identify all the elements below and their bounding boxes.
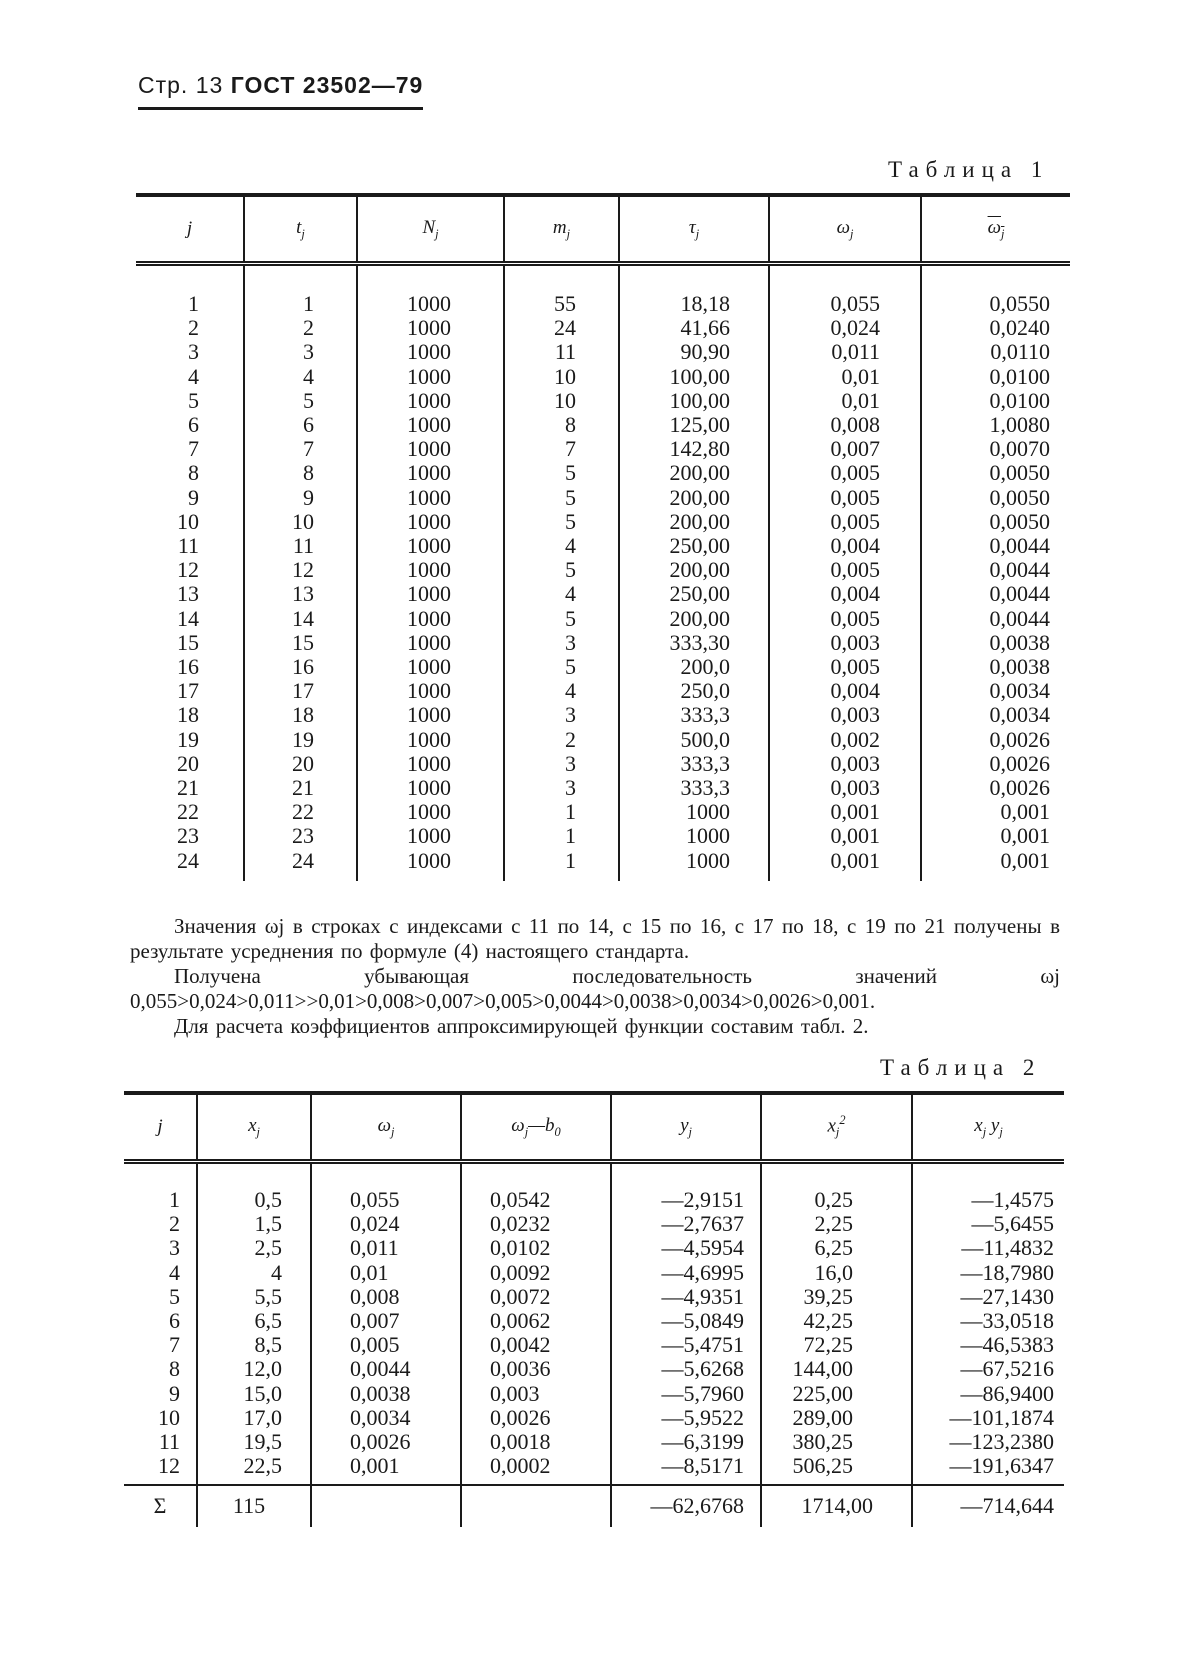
- table-1: [136, 193, 1070, 881]
- table1-header-tau: $\tau_j$: [619, 195, 769, 264]
- table1-col-j: 1 2 3 4 5 6 7 8 9 10 11 12 13 14 15 16 17 18 19 20 21 22 23 24: [177, 291, 199, 873]
- page-header: [138, 72, 423, 110]
- sum-y: —62,6768: [611, 1485, 761, 1526]
- table1-header-row: [136, 195, 1070, 264]
- table2-caption: Таблица 2: [880, 1055, 1042, 1080]
- table1-col-omega: 0,055 0,024 0,011 0,01 0,01 0,008 0,007 0,005 0,005 0,005 0,004 0,005 0,004 0,005 0,003 0,005 0,004 0,003 0,002 0,003 0,003 0,001 0,001 0,001: [769, 264, 921, 881]
- table2-col-j: 1 2 3 4 5 6 7 8 9 10 11 12: [158, 1187, 180, 1479]
- table1-header-m: $m_j$: [504, 195, 619, 264]
- table2-data-row: [124, 1162, 1064, 1486]
- standard-number: ГОСТ 23502—79: [230, 72, 424, 98]
- table2-header-omega: $\omega_j$: [311, 1093, 461, 1162]
- table1-header-omega-bar: $\omega_j$: [921, 195, 1070, 264]
- table1-caption: Таблица 1: [888, 157, 1050, 182]
- paragraph-text: [130, 914, 1060, 1039]
- sum-x2: 1714,00: [761, 1485, 912, 1526]
- sum-x: 115: [197, 1485, 311, 1526]
- table1-col-omega-bar: 0,0550 0,0240 0,0110 0,0100 0,0100 1,0080 0,0070 0,0050 0,0050 0,0050 0,0044 0,0044 0,0044 0,0044 0,0038 0,0038 0,0034 0,0034 0,0026 0,0026 0,0026 0,001 0,001 0,001: [921, 264, 1070, 881]
- sum-omega-b0-empty: [461, 1485, 611, 1526]
- table1-col-m: 55 24 11 10 10 8 7 5 5 5 4 5 4 5 3 5 4 3 2 3 3 1 1 1: [504, 264, 619, 881]
- table2-header-row: [124, 1093, 1064, 1162]
- table2-col-y: —2,9151 —2,7637 —4,5954 —4,6995 —4,9351 —5,0849 —5,4751 —5,6268 —5,7960 —5,9522 —6,3199 —8,5171: [611, 1162, 761, 1486]
- table2-col-omega-b0: 0,0542 0,0232 0,0102 0,0092 0,0072 0,0062 0,0042 0,0036 0,003 0,0026 0,0018 0,0002: [461, 1162, 611, 1486]
- sum-omega-empty: [311, 1485, 461, 1526]
- table-2: [124, 1091, 1064, 1527]
- table2-sum-row: [124, 1485, 1064, 1526]
- table2-header-xy: $x_j$ $y_j$: [912, 1093, 1064, 1162]
- table2-col-xy: —1,4575 —5,6455 —11,4832 —18,7980 —27,1430 —33,0518 —46,5383 —67,5216 —86,9400 —101,1874 —123,2380 —191,6347: [912, 1162, 1064, 1486]
- table2-header-x2: $x_j^2$: [761, 1093, 912, 1162]
- table1-header-omega: $\omega_j$: [769, 195, 921, 264]
- table1-col-n: 1000 1000 1000 1000 1000 1000 1000 1000 1000 1000 1000 1000 1000 1000 1000 1000 1000 1000 1000 1000 1000 1000 1000 1000: [357, 264, 504, 881]
- table1-header-t: $t_j$: [244, 195, 357, 264]
- sum-xy: —714,644: [912, 1485, 1064, 1526]
- table1-data-row: [136, 264, 1070, 881]
- table2-header-y: $y_j$: [611, 1093, 761, 1162]
- table1-header-j: j: [186, 218, 193, 239]
- table2-header-x: $x_j$: [197, 1093, 311, 1162]
- table2-header-j: j: [157, 1116, 163, 1137]
- paragraph-3: Для расчета коэффициентов аппроксимирующей функции составим табл. 2.: [174, 1014, 869, 1038]
- table1-col-t: 1 2 3 4 5 6 7 8 9 10 11 12 13 14 15 16 17 18 19 20 21 22 23 24: [244, 264, 357, 881]
- page-number: Стр. 13: [138, 72, 224, 98]
- table2-col-omega: 0,055 0,024 0,011 0,01 0,008 0,007 0,005 0,0044 0,0038 0,0034 0,0026 0,001: [311, 1162, 461, 1486]
- table2-col-x2: 0,25 2,25 6,25 16,0 39,25 42,25 72,25 144,00 225,00 289,00 380,25 506,25: [761, 1162, 912, 1486]
- table1-header-n: $N_j$: [357, 195, 504, 264]
- paragraph-1: Значения ωj в строках с индексами с 11 по 14, с 15 по 16, с 17 по 18, с 19 по 21 получены в результате усреднения по формуле (4) настоящего стандарта.: [130, 914, 1060, 963]
- table2-header-omega-b0: $\omega_j—b_0$: [461, 1093, 611, 1162]
- sum-symbol: Σ: [153, 1493, 167, 1519]
- table1-col-tau: 18,18 41,66 90,90 100,00 100,00 125,00 142,80 200,00 200,00 200,00 250,00 200,00 250,00 200,00 333,30 200,0 250,0 333,3 500,0 333,3 333,3 1000 1000 1000: [619, 264, 769, 881]
- table2-col-x: 0,5 1,5 2,5 4 5,5 6,5 8,5 12,0 15,0 17,0 19,5 22,5: [197, 1162, 311, 1486]
- paragraph-2: Получена убывающая последовательность значений ωj 0,055>0,024>0,011>>0,01>0,008>0,007>0,005>0,0044>0,0038>0,0034>0,0026>0,001.: [130, 964, 1060, 1013]
